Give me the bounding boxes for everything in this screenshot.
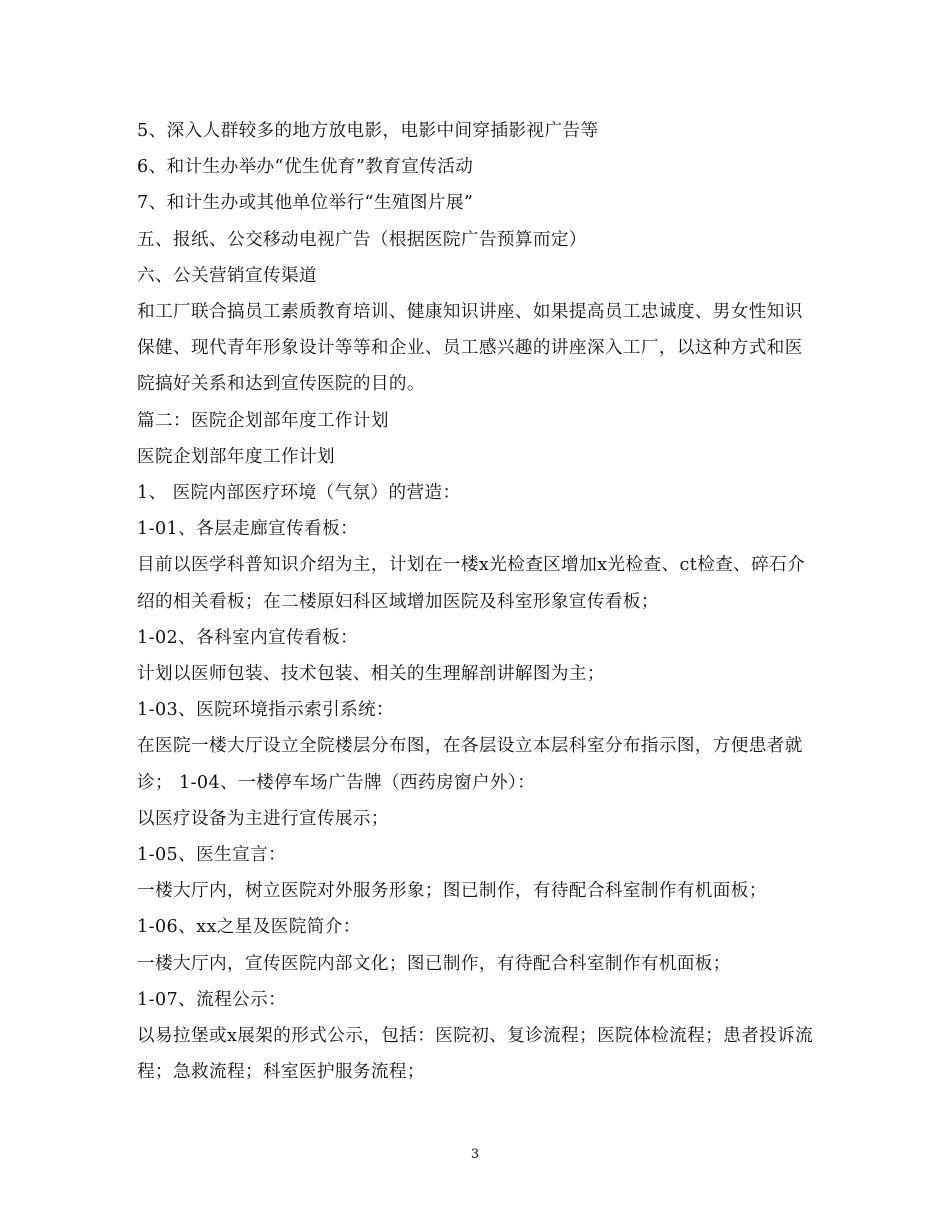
subheading-1-05: 1-05、医生宣言：	[137, 845, 287, 866]
paragraph-factory-cooperation: 和工厂联合搞员工素质教育培训、健康知识讲座、如果提高员工忠诚度、男女性知识保健、现代青年形象设计等等和企业、员工感兴趣的讲座深入工厂，以这种方式和医院搞好关系和达到宣传医院的目的。	[137, 302, 803, 395]
page-number: 3	[470, 1147, 480, 1162]
subheading-1-03: 1-03、医院环境指示索引系统：	[137, 700, 395, 721]
subheading-1-01: 1-01、各层走廊宣传看板：	[137, 519, 359, 540]
plan-title: 医院企划部年度工作计划	[137, 446, 335, 467]
subheading-1-07: 1-07、流程公示：	[137, 989, 287, 1010]
section-heading-newspaper-ads: 五、报纸、公交移动电视广告（根据医院广告预算而定）	[137, 229, 587, 250]
subheading-1-02: 1-02、各科室内宣传看板：	[137, 627, 359, 648]
document-body	[137, 113, 817, 1090]
paragraph-1-05: 一楼大厅内，树立医院对外服务形象；图已制作，有待配合科室制作有机面板；	[137, 881, 767, 902]
paragraph-1-03-and-1-04: 在医院一楼大厅设立全院楼层分布图，在各层设立本层科室分布指示图，方便患者就诊； 1-04、一楼停车场广告牌（西药房窗户外）：	[137, 736, 803, 793]
paragraph-item-7: 7、和计生办或其他单位举行“生殖图片展”	[137, 193, 474, 214]
section-heading-pr-channels: 六、公关营销宣传渠道	[137, 265, 317, 286]
part-two-heading: 篇二：医院企划部年度工作计划	[137, 410, 389, 431]
paragraph-item-5: 5、深入人群较多的地方放电影，电影中间穿插影视广告等	[137, 121, 599, 141]
subheading-1-06: 1-06、xx之星及医院简介：	[137, 917, 361, 938]
section-heading-internal-environment: 1、 医院内部医疗环境（气氛）的营造：	[137, 483, 461, 504]
paragraph-item-6: 6、和计生办举办“优生优育”教育宣传活动	[137, 157, 474, 178]
paragraph-1-07: 以易拉堡或x展架的形式公示，包括：医院初、复诊流程；医院体检流程；患者投诉流程；急救流程；科室医护服务流程；	[137, 1026, 814, 1083]
paragraph-1-04: 以医疗设备为主进行宣传展示；	[137, 808, 389, 829]
paragraph-1-06: 一楼大厅内，宣传医院内部文化；图已制作，有待配合科室制作有机面板；	[137, 953, 731, 974]
paragraph-1-02: 计划以医师包装、技术包装、相关的生理解剖讲解图为主；	[137, 664, 605, 685]
paragraph-1-01: 目前以医学科普知识介绍为主，计划在一楼x光检查区增加x光检查、ct检查、碎石介绍的相关看板；在二楼原妇科区域增加医院及科室形象宣传看板；	[137, 555, 806, 612]
